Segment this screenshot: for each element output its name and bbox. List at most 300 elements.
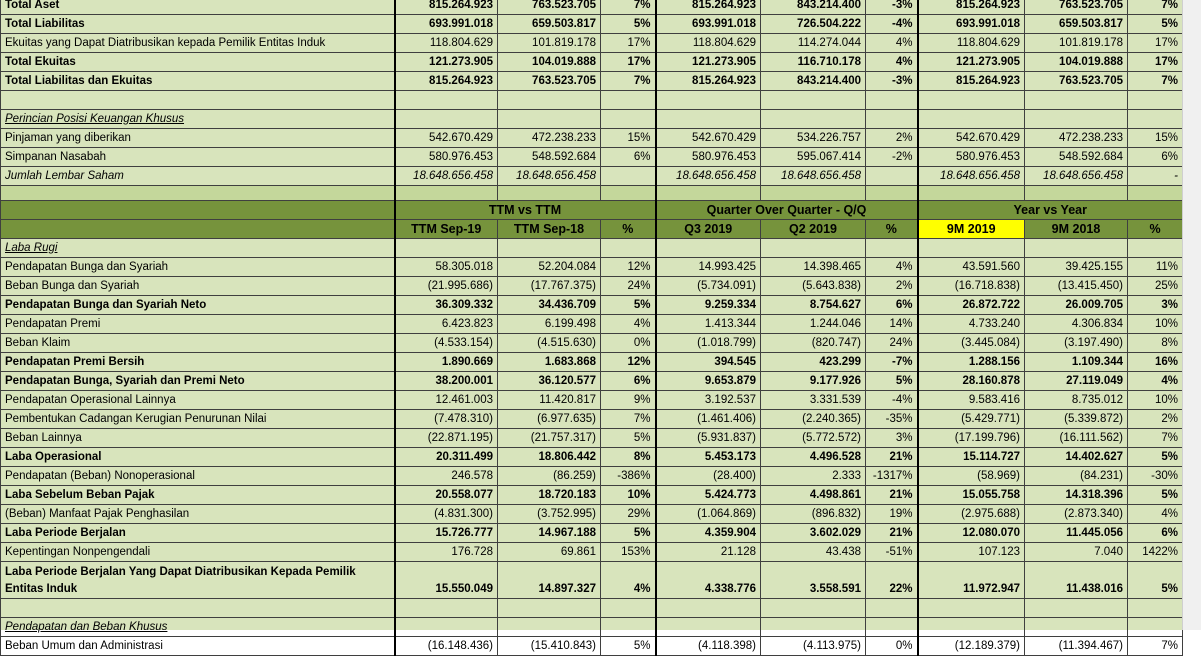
value-cell[interactable]: -3% <box>866 72 918 91</box>
value-cell[interactable]: 24% <box>866 334 918 353</box>
value-cell[interactable]: 4.359.904 <box>656 524 761 543</box>
value-cell[interactable]: 7.040 <box>1025 543 1128 562</box>
value-cell[interactable]: (1.461.406) <box>656 410 761 429</box>
empty-cell[interactable] <box>601 618 656 637</box>
row-label-cell[interactable]: Beban Umum dan Administrasi <box>1 637 395 656</box>
row-label-cell[interactable]: Beban Klaim <box>1 334 395 353</box>
value-cell[interactable]: (16.718.838) <box>918 277 1025 296</box>
col-header-pct[interactable]: % <box>601 220 656 239</box>
value-cell[interactable]: 595.067.414 <box>761 148 866 167</box>
value-cell[interactable]: 101.819.178 <box>498 34 601 53</box>
empty-cell[interactable] <box>656 239 761 258</box>
value-cell[interactable]: 11.972.947 <box>918 562 1025 599</box>
empty-cell[interactable] <box>395 186 498 201</box>
empty-cell[interactable] <box>761 618 866 637</box>
value-cell[interactable]: 815.264.923 <box>656 0 761 15</box>
value-cell[interactable]: 7% <box>1128 0 1183 15</box>
row-label-cell[interactable]: Jumlah Lembar Saham <box>1 167 395 186</box>
value-cell[interactable]: 7% <box>1128 637 1183 656</box>
value-cell[interactable]: 693.991.018 <box>918 15 1025 34</box>
value-cell[interactable]: 5% <box>1128 15 1183 34</box>
row-label-cell[interactable]: Pendapatan Bunga dan Syariah Neto <box>1 296 395 315</box>
value-cell[interactable]: 39.425.155 <box>1025 258 1128 277</box>
value-cell[interactable]: 5% <box>1128 486 1183 505</box>
value-cell[interactable]: 1422% <box>1128 543 1183 562</box>
group-header-qoq[interactable]: Quarter Over Quarter - Q/Q <box>656 201 918 220</box>
value-cell[interactable]: 21% <box>866 448 918 467</box>
value-cell[interactable]: 7% <box>1128 429 1183 448</box>
value-cell[interactable]: 5% <box>1128 448 1183 467</box>
value-cell[interactable]: 9.259.334 <box>656 296 761 315</box>
value-cell[interactable]: 153% <box>601 543 656 562</box>
value-cell[interactable]: 12% <box>601 258 656 277</box>
value-cell[interactable]: (2.240.365) <box>761 410 866 429</box>
empty-cell[interactable] <box>1025 599 1128 618</box>
value-cell[interactable]: 10% <box>1128 315 1183 334</box>
value-cell[interactable]: 118.804.629 <box>656 34 761 53</box>
value-cell[interactable]: 18.806.442 <box>498 448 601 467</box>
value-cell[interactable]: 815.264.923 <box>395 72 498 91</box>
value-cell[interactable]: (22.871.195) <box>395 429 498 448</box>
row-label-cell[interactable]: Total Liabilitas <box>1 15 395 34</box>
value-cell[interactable]: 815.264.923 <box>656 72 761 91</box>
value-cell[interactable]: 121.273.905 <box>656 53 761 72</box>
empty-cell[interactable] <box>866 599 918 618</box>
value-cell[interactable]: 7% <box>601 72 656 91</box>
value-cell[interactable]: 10% <box>1128 391 1183 410</box>
value-cell[interactable]: -3% <box>866 0 918 15</box>
empty-cell[interactable] <box>1025 110 1128 129</box>
value-cell[interactable]: 118.804.629 <box>395 34 498 53</box>
value-cell[interactable]: 5% <box>601 296 656 315</box>
value-cell[interactable]: 843.214.400 <box>761 0 866 15</box>
empty-cell[interactable] <box>1128 618 1183 637</box>
value-cell[interactable]: -35% <box>866 410 918 429</box>
empty-cell[interactable] <box>1025 618 1128 637</box>
value-cell[interactable]: 6% <box>866 296 918 315</box>
value-cell[interactable]: 542.670.429 <box>918 129 1025 148</box>
empty-cell[interactable] <box>395 618 498 637</box>
value-cell[interactable]: 1.890.669 <box>395 353 498 372</box>
empty-cell[interactable] <box>866 91 918 110</box>
value-cell[interactable]: 815.264.923 <box>918 72 1025 91</box>
value-cell[interactable]: 8.754.627 <box>761 296 866 315</box>
empty-cell[interactable] <box>866 618 918 637</box>
value-cell[interactable]: 4% <box>601 562 656 599</box>
empty-cell[interactable] <box>1128 239 1183 258</box>
value-cell[interactable]: 5.453.173 <box>656 448 761 467</box>
value-cell[interactable]: -51% <box>866 543 918 562</box>
value-cell[interactable]: 11.438.016 <box>1025 562 1128 599</box>
value-cell[interactable]: 5% <box>866 372 918 391</box>
value-cell[interactable]: (12.189.379) <box>918 637 1025 656</box>
empty-cell[interactable] <box>498 239 601 258</box>
value-cell[interactable]: (6.977.635) <box>498 410 601 429</box>
header-empty-cell[interactable] <box>1 201 395 220</box>
value-cell[interactable]: (1.064.869) <box>656 505 761 524</box>
value-cell[interactable]: -2% <box>866 148 918 167</box>
value-cell[interactable]: 18.648.656.458 <box>1025 167 1128 186</box>
value-cell[interactable]: 176.728 <box>395 543 498 562</box>
row-label-cell[interactable]: Total Ekuitas <box>1 53 395 72</box>
value-cell[interactable]: 472.238.233 <box>1025 129 1128 148</box>
value-cell[interactable]: 11.420.817 <box>498 391 601 410</box>
row-label-cell[interactable]: Total Liabilitas dan Ekuitas <box>1 72 395 91</box>
value-cell[interactable]: 1.683.868 <box>498 353 601 372</box>
value-cell[interactable]: (896.832) <box>761 505 866 524</box>
value-cell[interactable]: 43.591.560 <box>918 258 1025 277</box>
value-cell[interactable]: 9.177.926 <box>761 372 866 391</box>
empty-cell[interactable] <box>498 91 601 110</box>
value-cell[interactable]: 7% <box>1128 72 1183 91</box>
row-label-cell[interactable]: Total Aset <box>1 0 395 15</box>
row-label-cell[interactable]: Laba Sebelum Beban Pajak <box>1 486 395 505</box>
value-cell[interactable]: 20.558.077 <box>395 486 498 505</box>
value-cell[interactable]: (28.400) <box>656 467 761 486</box>
value-cell[interactable]: 26.872.722 <box>918 296 1025 315</box>
row-label-cell[interactable]: Pendapatan Premi Bersih <box>1 353 395 372</box>
value-cell[interactable]: (11.394.467) <box>1025 637 1128 656</box>
value-cell[interactable]: 3.331.539 <box>761 391 866 410</box>
value-cell[interactable]: 4% <box>866 34 918 53</box>
value-cell[interactable]: 3.602.029 <box>761 524 866 543</box>
value-cell[interactable]: 423.299 <box>761 353 866 372</box>
value-cell[interactable]: 18.720.183 <box>498 486 601 505</box>
value-cell[interactable]: 763.523.705 <box>498 72 601 91</box>
value-cell[interactable]: 763.523.705 <box>1025 72 1128 91</box>
value-cell[interactable]: 12.080.070 <box>918 524 1025 543</box>
empty-cell[interactable] <box>761 239 866 258</box>
value-cell[interactable]: 548.592.684 <box>498 148 601 167</box>
empty-cell[interactable] <box>1 186 395 201</box>
value-cell[interactable]: 14.993.425 <box>656 258 761 277</box>
row-label-cell[interactable]: Laba Periode Berjalan Yang Dapat Diatribusikan Kepada Pemilik Entitas Induk <box>1 562 395 599</box>
empty-cell[interactable] <box>656 110 761 129</box>
value-cell[interactable]: 2% <box>866 129 918 148</box>
row-label-cell[interactable]: Laba Periode Berjalan <box>1 524 395 543</box>
empty-cell[interactable] <box>1 91 395 110</box>
value-cell[interactable]: (2.975.688) <box>918 505 1025 524</box>
value-cell[interactable]: (4.515.630) <box>498 334 601 353</box>
value-cell[interactable]: 815.264.923 <box>395 0 498 15</box>
value-cell[interactable]: 4.496.528 <box>761 448 866 467</box>
group-header-ttm[interactable]: TTM vs TTM <box>395 201 656 220</box>
value-cell[interactable]: (820.747) <box>761 334 866 353</box>
row-label-cell[interactable]: Ekuitas yang Dapat Diatribusikan kepada Pemilik Entitas Induk <box>1 34 395 53</box>
empty-cell[interactable] <box>1128 91 1183 110</box>
value-cell[interactable]: 9.653.879 <box>656 372 761 391</box>
value-cell[interactable]: (4.118.398) <box>656 637 761 656</box>
value-cell[interactable]: 763.523.705 <box>1025 0 1128 15</box>
col-header-q3-2019[interactable]: Q3 2019 <box>656 220 761 239</box>
value-cell[interactable]: 21.128 <box>656 543 761 562</box>
empty-cell[interactable] <box>761 110 866 129</box>
value-cell[interactable]: (4.113.975) <box>761 637 866 656</box>
empty-cell[interactable] <box>395 239 498 258</box>
empty-cell[interactable] <box>498 186 601 201</box>
value-cell[interactable]: 114.274.044 <box>761 34 866 53</box>
row-label-cell[interactable]: Beban Bunga dan Syariah <box>1 277 395 296</box>
value-cell[interactable]: 659.503.817 <box>498 15 601 34</box>
row-label-cell[interactable]: Pendapatan Premi <box>1 315 395 334</box>
empty-cell[interactable] <box>918 599 1025 618</box>
value-cell[interactable]: 15% <box>601 129 656 148</box>
value-cell[interactable]: 1.244.046 <box>761 315 866 334</box>
value-cell[interactable]: 4.498.861 <box>761 486 866 505</box>
value-cell[interactable]: 5% <box>601 15 656 34</box>
empty-cell[interactable] <box>761 91 866 110</box>
value-cell[interactable]: 14% <box>866 315 918 334</box>
row-label-cell[interactable]: Pendapatan Operasional Lainnya <box>1 391 395 410</box>
value-cell[interactable]: 14.398.465 <box>761 258 866 277</box>
value-cell[interactable]: 4.338.776 <box>656 562 761 599</box>
value-cell[interactable]: (2.873.340) <box>1025 505 1128 524</box>
section-title-cell[interactable]: Laba Rugi <box>1 239 395 258</box>
value-cell[interactable]: 580.976.453 <box>918 148 1025 167</box>
value-cell[interactable]: (3.752.995) <box>498 505 601 524</box>
value-cell[interactable]: 580.976.453 <box>656 148 761 167</box>
value-cell[interactable]: -7% <box>866 353 918 372</box>
empty-cell[interactable] <box>1 599 395 618</box>
col-header-ttm-sep19[interactable]: TTM Sep-19 <box>395 220 498 239</box>
value-cell[interactable]: 29% <box>601 505 656 524</box>
value-cell[interactable]: (5.643.838) <box>761 277 866 296</box>
value-cell[interactable]: 15.055.758 <box>918 486 1025 505</box>
empty-cell[interactable] <box>601 599 656 618</box>
value-cell[interactable]: (4.533.154) <box>395 334 498 353</box>
value-cell[interactable]: 8.735.012 <box>1025 391 1128 410</box>
value-cell[interactable]: 11.445.056 <box>1025 524 1128 543</box>
empty-cell[interactable] <box>866 186 918 201</box>
value-cell[interactable]: (17.767.375) <box>498 277 601 296</box>
value-cell[interactable]: 21% <box>866 524 918 543</box>
row-label-cell[interactable]: Pendapatan (Beban) Nonoperasional <box>1 467 395 486</box>
value-cell[interactable]: 394.545 <box>656 353 761 372</box>
value-cell[interactable]: 121.273.905 <box>918 53 1025 72</box>
value-cell[interactable]: 38.200.001 <box>395 372 498 391</box>
value-cell[interactable]: (16.111.562) <box>1025 429 1128 448</box>
row-label-cell[interactable]: Simpanan Nasabah <box>1 148 395 167</box>
value-cell[interactable]: 659.503.817 <box>1025 15 1128 34</box>
value-cell[interactable]: 4% <box>1128 372 1183 391</box>
value-cell[interactable]: 17% <box>1128 53 1183 72</box>
value-cell[interactable]: 0% <box>601 334 656 353</box>
value-cell[interactable]: -30% <box>1128 467 1183 486</box>
empty-cell[interactable] <box>1128 110 1183 129</box>
value-cell[interactable]: 27.119.049 <box>1025 372 1128 391</box>
col-header-9m-2019[interactable]: 9M 2019 <box>918 220 1025 239</box>
value-cell[interactable]: 107.123 <box>918 543 1025 562</box>
value-cell[interactable]: (5.772.572) <box>761 429 866 448</box>
row-label-cell[interactable]: Pembentukan Cadangan Kerugian Penurunan Nilai <box>1 410 395 429</box>
value-cell[interactable]: 22% <box>866 562 918 599</box>
value-cell[interactable]: 17% <box>601 53 656 72</box>
value-cell[interactable]: 4% <box>866 53 918 72</box>
empty-cell[interactable] <box>601 110 656 129</box>
value-cell[interactable]: 116.710.178 <box>761 53 866 72</box>
value-cell[interactable]: 14.967.188 <box>498 524 601 543</box>
value-cell[interactable]: 246.578 <box>395 467 498 486</box>
value-cell[interactable]: 6.423.823 <box>395 315 498 334</box>
value-cell[interactable]: (1.018.799) <box>656 334 761 353</box>
value-cell[interactable]: 5% <box>601 429 656 448</box>
row-label-cell[interactable]: Pendapatan Bunga, Syariah dan Premi Neto <box>1 372 395 391</box>
group-header-yoy[interactable]: Year vs Year <box>918 201 1183 220</box>
value-cell[interactable]: 2% <box>866 277 918 296</box>
value-cell[interactable]: 693.991.018 <box>395 15 498 34</box>
empty-cell[interactable] <box>601 91 656 110</box>
value-cell[interactable]: 20.311.499 <box>395 448 498 467</box>
value-cell[interactable]: 15% <box>1128 129 1183 148</box>
value-cell[interactable]: 14.318.396 <box>1025 486 1128 505</box>
empty-cell[interactable] <box>866 110 918 129</box>
value-cell[interactable]: 3.558.591 <box>761 562 866 599</box>
empty-cell[interactable] <box>1025 186 1128 201</box>
value-cell[interactable]: -4% <box>866 391 918 410</box>
empty-cell[interactable] <box>918 91 1025 110</box>
value-cell[interactable]: 3% <box>1128 296 1183 315</box>
value-cell[interactable]: 121.273.905 <box>395 53 498 72</box>
value-cell[interactable]: 5% <box>1128 562 1183 599</box>
empty-cell[interactable] <box>866 239 918 258</box>
value-cell[interactable]: 5% <box>601 637 656 656</box>
empty-cell[interactable] <box>1025 91 1128 110</box>
empty-cell[interactable] <box>761 599 866 618</box>
value-cell[interactable]: (5.734.091) <box>656 277 761 296</box>
value-cell[interactable]: 24% <box>601 277 656 296</box>
value-cell[interactable]: 580.976.453 <box>395 148 498 167</box>
value-cell[interactable]: 17% <box>601 34 656 53</box>
value-cell[interactable]: 25% <box>1128 277 1183 296</box>
value-cell[interactable]: 542.670.429 <box>395 129 498 148</box>
value-cell[interactable]: 6% <box>601 372 656 391</box>
value-cell[interactable]: 36.120.577 <box>498 372 601 391</box>
value-cell[interactable]: 472.238.233 <box>498 129 601 148</box>
col-header-q2-2019[interactable]: Q2 2019 <box>761 220 866 239</box>
value-cell[interactable]: (15.410.843) <box>498 637 601 656</box>
value-cell[interactable]: 4% <box>866 258 918 277</box>
value-cell[interactable]: 548.592.684 <box>1025 148 1128 167</box>
row-label-cell[interactable]: Laba Operasional <box>1 448 395 467</box>
row-label-cell[interactable]: Beban Lainnya <box>1 429 395 448</box>
value-cell[interactable]: (17.199.796) <box>918 429 1025 448</box>
value-cell[interactable]: (16.148.436) <box>395 637 498 656</box>
row-label-cell[interactable]: Kepentingan Nonpengendali <box>1 543 395 562</box>
row-label-cell[interactable]: Pendapatan Bunga dan Syariah <box>1 258 395 277</box>
value-cell[interactable]: 16% <box>1128 353 1183 372</box>
empty-cell[interactable] <box>761 186 866 201</box>
section-title-cell[interactable]: Perincian Posisi Keuangan Khusus <box>1 110 395 129</box>
value-cell[interactable]: 3.192.537 <box>656 391 761 410</box>
empty-cell[interactable] <box>918 110 1025 129</box>
value-cell[interactable]: 9% <box>601 391 656 410</box>
value-cell[interactable]: 6% <box>1128 524 1183 543</box>
value-cell[interactable]: 1.413.344 <box>656 315 761 334</box>
value-cell[interactable]: 69.861 <box>498 543 601 562</box>
empty-cell[interactable] <box>656 91 761 110</box>
value-cell[interactable]: 104.019.888 <box>498 53 601 72</box>
value-cell[interactable]: 2% <box>1128 410 1183 429</box>
value-cell[interactable]: 118.804.629 <box>918 34 1025 53</box>
value-cell[interactable]: 5.424.773 <box>656 486 761 505</box>
value-cell[interactable]: 7% <box>601 0 656 15</box>
value-cell[interactable]: 763.523.705 <box>498 0 601 15</box>
value-cell[interactable]: 12.461.003 <box>395 391 498 410</box>
col-header-pct[interactable]: % <box>1128 220 1183 239</box>
value-cell[interactable]: 0% <box>866 637 918 656</box>
empty-cell[interactable] <box>1128 186 1183 201</box>
value-cell[interactable]: 4% <box>1128 505 1183 524</box>
value-cell[interactable]: 34.436.709 <box>498 296 601 315</box>
value-cell[interactable]: (21.757.317) <box>498 429 601 448</box>
empty-cell[interactable] <box>1128 599 1183 618</box>
vertical-scrollbar[interactable] <box>1182 0 1201 630</box>
col-header-ttm-sep18[interactable]: TTM Sep-18 <box>498 220 601 239</box>
value-cell[interactable] <box>601 167 656 186</box>
value-cell[interactable]: 58.305.018 <box>395 258 498 277</box>
value-cell[interactable]: -4% <box>866 15 918 34</box>
value-cell[interactable]: 18.648.656.458 <box>761 167 866 186</box>
value-cell[interactable]: 19% <box>866 505 918 524</box>
value-cell[interactable]: (5.931.837) <box>656 429 761 448</box>
value-cell[interactable]: 8% <box>601 448 656 467</box>
empty-cell[interactable] <box>498 618 601 637</box>
value-cell[interactable]: 52.204.084 <box>498 258 601 277</box>
value-cell[interactable]: (7.478.310) <box>395 410 498 429</box>
empty-cell[interactable] <box>601 186 656 201</box>
empty-cell[interactable] <box>395 110 498 129</box>
value-cell[interactable]: 18.648.656.458 <box>498 167 601 186</box>
value-cell[interactable]: (5.339.872) <box>1025 410 1128 429</box>
value-cell[interactable]: 534.226.757 <box>761 129 866 148</box>
empty-cell[interactable] <box>498 110 601 129</box>
value-cell[interactable]: 843.214.400 <box>761 72 866 91</box>
value-cell[interactable]: -1317% <box>866 467 918 486</box>
row-label-cell[interactable]: (Beban) Manfaat Pajak Penghasilan <box>1 505 395 524</box>
empty-cell[interactable] <box>656 599 761 618</box>
value-cell[interactable]: (5.429.771) <box>918 410 1025 429</box>
empty-cell[interactable] <box>395 599 498 618</box>
value-cell[interactable]: 3% <box>866 429 918 448</box>
value-cell[interactable]: 726.504.222 <box>761 15 866 34</box>
value-cell[interactable]: -386% <box>601 467 656 486</box>
value-cell[interactable]: 8% <box>1128 334 1183 353</box>
value-cell[interactable]: 4% <box>601 315 656 334</box>
value-cell[interactable]: 104.019.888 <box>1025 53 1128 72</box>
value-cell[interactable]: 14.897.327 <box>498 562 601 599</box>
value-cell[interactable]: 12% <box>601 353 656 372</box>
value-cell[interactable]: 18.648.656.458 <box>656 167 761 186</box>
value-cell[interactable]: 693.991.018 <box>656 15 761 34</box>
value-cell[interactable]: 10% <box>601 486 656 505</box>
value-cell[interactable]: 2.333 <box>761 467 866 486</box>
value-cell[interactable]: 43.438 <box>761 543 866 562</box>
value-cell[interactable] <box>866 167 918 186</box>
value-cell[interactable]: 11% <box>1128 258 1183 277</box>
value-cell[interactable]: 1.109.344 <box>1025 353 1128 372</box>
value-cell[interactable]: 542.670.429 <box>656 129 761 148</box>
value-cell[interactable]: 21% <box>866 486 918 505</box>
value-cell[interactable]: 14.402.627 <box>1025 448 1128 467</box>
col-header-9m-2018[interactable]: 9M 2018 <box>1025 220 1128 239</box>
col-header-pct[interactable]: % <box>866 220 918 239</box>
empty-cell[interactable] <box>395 91 498 110</box>
value-cell[interactable]: 26.009.705 <box>1025 296 1128 315</box>
value-cell[interactable]: (84.231) <box>1025 467 1128 486</box>
header-empty-cell[interactable] <box>1 220 395 239</box>
value-cell[interactable]: 15.550.049 <box>395 562 498 599</box>
value-cell[interactable]: 6.199.498 <box>498 315 601 334</box>
